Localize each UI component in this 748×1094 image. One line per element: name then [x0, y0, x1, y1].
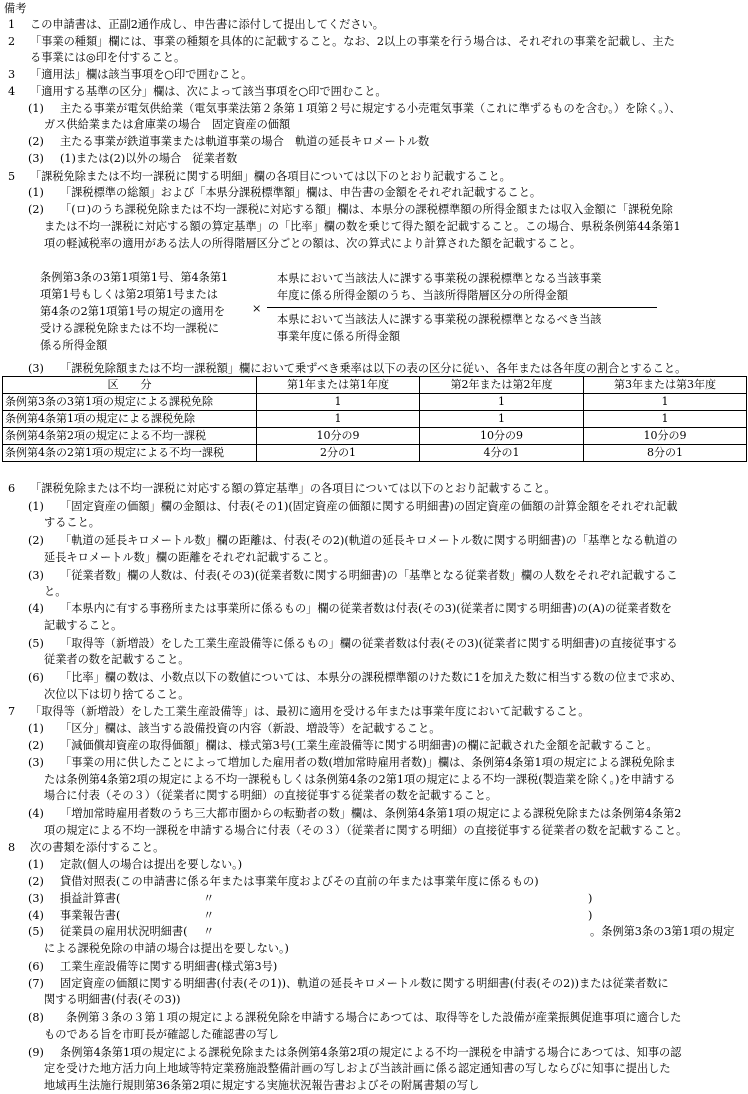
table-cell: 1 [420, 394, 584, 411]
table-cell: 8分の1 [584, 445, 747, 462]
table-cell: 10分の9 [420, 428, 584, 445]
section-number: 3 [8, 68, 16, 81]
item-text: 「減価償却資産の取得価額」欄は、様式第3号(工業生産設備等に関する明細書)の欄に記載された金額を記載すること。 [60, 739, 658, 752]
table-cell: 1 [257, 394, 420, 411]
formula-line: 本県において当該法人に課する事業税の課税標準となる当該事業 [277, 272, 602, 285]
ditto-mark: 〃 [203, 925, 215, 939]
item-label: (3) [28, 361, 44, 375]
table-cell: 条例第4条第2項の規定による不均一課税 [3, 428, 257, 445]
item-label: (1) [28, 858, 44, 872]
item-text: 「軌道の延長キロメートル数」欄の距離は、付表(その2)(軌道の延長キロメートル数に関する明細書)の「基準となる軌道の [60, 534, 678, 548]
item-label: (2) [28, 875, 44, 888]
section-number: 7 [8, 704, 16, 718]
table-row [3, 394, 747, 411]
item-label: (5) [28, 636, 44, 650]
item-text: 「課税免除額または不均一課税額」欄において乗ずべき乗率は以下の表の区分に従い、各年または各年度の割合とすること。 [60, 361, 687, 375]
item-text: 「(ロ)のうち課税免除または不均一課税に対応する額」欄は、本県分の課税標準額の所得金額または収入金額に「課税免除 [60, 203, 673, 216]
item-text: 「区分」欄は、該当する設備投資の内容（新設、増設等）を記載すること。 [60, 722, 441, 736]
section-4 [8, 84, 387, 100]
item-text: 損益計算書( [60, 891, 121, 905]
item-text: と。 [44, 585, 67, 599]
item-label: (8) [28, 1011, 44, 1024]
item-text: 定款(個人の場合は提出を要しない。) [60, 858, 243, 872]
table-cell: 10分の9 [257, 428, 420, 445]
item-text: 定を受けた地方活力向上地域等特定業務施設整備計画の写しおよび当該計画に係る認定通知書の写しならびに知事に提出した [44, 1062, 671, 1076]
item-text: による課税免除の申請の場合は提出を要しない。) [44, 942, 289, 955]
section-text: 次の書類を添付すること。 [30, 840, 165, 854]
item-label: (4) [28, 908, 44, 922]
table-header: 区 分 [3, 377, 257, 394]
formula-left-term [40, 269, 246, 354]
item-text: 「増加常時雇用者数のうち三大都市圏からの転勤者の数」欄は、条例第4条第1項の規定による課税免除または条例第4条第2 [60, 807, 682, 820]
item-text: 従業員の雇用状況明細書( [60, 925, 188, 939]
section-text: 「取得等（新増設）をした工業生産設備等」は、最初に適用を受ける年または事業年度において記載すること。 [30, 704, 590, 718]
formula-line: 条例第3条の3第1項第1号、第4条第1 [40, 271, 229, 284]
item-text: 条例第4条第1項の規定による課税免除または条例第4条第2項の規定による不均一課税を申請する場合にあつては、知事の認 [60, 1045, 682, 1059]
item-text: ガス供給業または倉庫業の場合 固定資産の価額 [44, 118, 291, 132]
item-text: または不均一課税に対応する額の算定基準」の「比率」欄の数を乗じて得た額を記載すること。この場合、県税条例第44条第1 [44, 219, 681, 233]
item-text: 固定資産の価額に関する明細書(付表(その1))、軌道の延長キロメートル数に関する明細書(付表(その2))または従業者数に [60, 976, 669, 990]
table-cell: 4分の1 [420, 445, 584, 462]
formula-line: 第4条の2第1項第1号の規定の適用を [40, 305, 226, 318]
item-label: (6) [28, 671, 44, 685]
item-text: 「取得等（新増設）をした工業生産設備等に係るもの」欄の従業者数は付表(その3)(従業者に関する明細書)の直接従事する [60, 636, 678, 650]
item-text: たは条例第4条第2項の規定による不均一課税もしくは条例第4条の2第1項の規定による不均一課税(製造業を除く。)を申請する [44, 772, 676, 786]
table-header-row [3, 377, 747, 394]
item-text: 貸借対照表(この申請書に係る年または事業年度およびその直前の年または事業年度に係るもの) [60, 875, 539, 888]
ditto-mark: 〃 [203, 891, 215, 905]
item-text: 関する明細書(付表(その3)) [44, 993, 181, 1007]
page-title: 備考 [4, 2, 27, 15]
section-3 [8, 67, 252, 83]
section-1 [8, 17, 384, 33]
item-text: 「固定資産の価額」欄の金額は、付表(その1)(固定資産の価額に関する明細書)の固定資産の価額の計算金額をそれぞれ記載 [60, 499, 678, 513]
item-text: 工業生産設備等に関する明細書(様式第3号) [60, 959, 278, 973]
table-cell: 1 [257, 411, 420, 428]
item-text: ものである旨を市町長が確認した確認書の写し [44, 1027, 279, 1041]
item-label: (2) [28, 739, 44, 752]
section-number: 2 [8, 34, 16, 48]
item-text: 主たる事業が鉄道事業または軌道事業の場合 軌道の延長キロメートル数 [60, 135, 430, 148]
item-label: (2) [28, 203, 44, 216]
formula-line: 項第1号もしくは第2項第1号または [40, 288, 218, 301]
ditto-mark: 〃 [203, 908, 215, 922]
item-text: 「課税標準の総額」および「本県分課税標準額」欄は、申告書の金額をそれぞれ記載すること。 [60, 186, 542, 200]
table-cell: 条例第4条第1項の規定による課税免除 [3, 411, 257, 428]
rate-table [2, 376, 747, 462]
section-number: 1 [8, 17, 16, 31]
item-text: 場合に付表（その３）（従業者に関する明細）の直接従事する従業者の数を記載すること。 [44, 789, 498, 803]
section-text: 「適用法」欄は該当事項を○印で囲むこと。 [30, 68, 253, 81]
formula-numerator [277, 270, 657, 304]
section-number: 6 [8, 481, 16, 495]
table-header: 第2年または第2年度 [420, 377, 584, 394]
item-label: (4) [28, 807, 44, 820]
table-cell: 条例第4条の2第1項の規定による不均一課税 [3, 445, 257, 462]
item-text: 延長キロメートル数」欄の距離をそれぞれ記載すること。 [44, 550, 335, 564]
item-label: (3) [28, 568, 44, 582]
item-text: (1)または(2)以外の場合 従業者数 [60, 151, 238, 165]
formula-denominator [277, 311, 657, 345]
item-label: (3) [28, 755, 44, 769]
table-cell: 2分の1 [257, 445, 420, 462]
section-text: 「課税免除または不均一課税に関する明細」欄の各項目については以下のとおり記載すること。 [30, 169, 511, 183]
item-text: 項の軽減税率の適用がある法人の所得階層区分ごとの額は、次の算式により計算された額を記載すること。 [44, 236, 582, 250]
table-row [3, 428, 747, 445]
section-text: 「事業の種類」欄には、事業の種類を具体的に記載すること。なお、2以上の事業を行う場合は、それぞれの事業を記載し、主た [30, 34, 675, 48]
formula-line: 年度に係る所得金額のうち、当該所得階層区分の所得金額 [277, 289, 568, 302]
table-cell: 条例第3条の3第1項の規定による課税免除 [3, 394, 257, 411]
section-2 [8, 34, 675, 50]
item-label: (2) [28, 135, 44, 148]
table-header: 第1年または第1年度 [257, 377, 420, 394]
section-text: この申請書は、正副2通作成し、申告書に添付して提出してください。 [30, 17, 384, 31]
item-label: (1) [28, 101, 44, 115]
table-cell: 1 [584, 411, 747, 428]
item-text: 次位以下は切り捨てること。 [44, 687, 190, 701]
item-text: 条例第３条の３第１項の規定による課税免除を申請する場合にあつては、取得等をした設備が産業振興促進事項に適合した [66, 1011, 682, 1024]
formula-line: 本県において当該法人に課する事業税の課税標準となるべき当該 [277, 313, 602, 327]
item-text: 項の規定による不均一課税を申請する場合に付表（その３）（従業者に関する明細）の直接従事する従業者の数を記載すること。 [44, 823, 688, 837]
item-label: (6) [28, 959, 44, 973]
item-text: 「本県内に有する事務所または事業所に係るもの」欄の従業者数は付表(その3)(従業者に関する明細書)の(A)の従業者数を [60, 602, 672, 616]
fraction-bar [267, 307, 657, 308]
section-6 [8, 481, 556, 497]
multiply-sign: × [252, 301, 262, 315]
section-5 [8, 169, 511, 185]
section-8 [8, 840, 164, 856]
item-label: (2) [28, 534, 44, 548]
item-label: (3) [28, 891, 44, 905]
section-text: 「適用する基準の区分」欄は、次によって該当事項を○印で囲むこと。 [30, 84, 387, 98]
table-row [3, 411, 747, 428]
item-text: 「事業の用に供したことによって増加した雇用者の数(増加常時雇用者数)」欄は、条例第4条第1項の規定による課税免除ま [60, 755, 676, 769]
item-text: ) [588, 908, 593, 922]
item-label: (9) [28, 1045, 44, 1059]
item-text: 「比率」欄の数は、小数点以下の数値については、本県分の課税標準額のけた数に1を加えた数に相当する数の位まで求め、 [60, 671, 682, 685]
item-label: (4) [28, 602, 44, 616]
table-header: 第3年または第3年度 [584, 377, 747, 394]
section-number: 8 [8, 840, 16, 854]
formula-line: 事業年度に係る所得金額 [277, 330, 401, 344]
item-label: (3) [28, 151, 44, 165]
table-cell: 1 [420, 411, 584, 428]
section-number: 5 [8, 169, 16, 183]
item-text: 記載すること。 [44, 618, 123, 632]
item-text: ) [588, 891, 593, 905]
item-text: 地域再生法施行規則第36条第2項に規定する実施状況報告書およびその附属書類の写し [44, 1079, 480, 1092]
item-label: (1) [28, 499, 44, 513]
item-text: 「従業者数」欄の人数は、付表(その3)(従業者数に関する明細書)の「基準となる従業者数」欄の人数をそれぞれ記載するこ [60, 568, 678, 582]
formula-line: 係る所得金額 [40, 339, 108, 352]
table-cell: 1 [584, 394, 747, 411]
formula-line: 受ける課税免除または不均一課税に [40, 322, 220, 335]
item-label: (1) [28, 186, 44, 200]
item-text: 従業者の数を記載すること。 [44, 653, 190, 667]
table-row [3, 445, 747, 462]
section-text: る事業には◎印を付すること。 [30, 51, 186, 65]
item-text: 。条例第3条の3第1項の規定 [590, 925, 735, 939]
item-label: (5) [28, 925, 44, 939]
section-number: 4 [8, 84, 16, 98]
section-text: 「課税免除または不均一課税に対応する額の算定基準」の各項目については以下のとおり記載すること。 [30, 481, 556, 495]
section-7 [8, 704, 589, 720]
item-label: (7) [28, 976, 44, 990]
table-cell: 10分の9 [584, 428, 747, 445]
item-text: 事業報告書( [60, 908, 121, 922]
item-text: 主たる事業が電気供給業（電気事業法第２条第１項第２号に規定する小売電気事業（これに準ずるものを含む。）を除く。）、 [60, 101, 681, 115]
item-label: (1) [28, 722, 44, 736]
item-text: すること。 [44, 516, 100, 530]
